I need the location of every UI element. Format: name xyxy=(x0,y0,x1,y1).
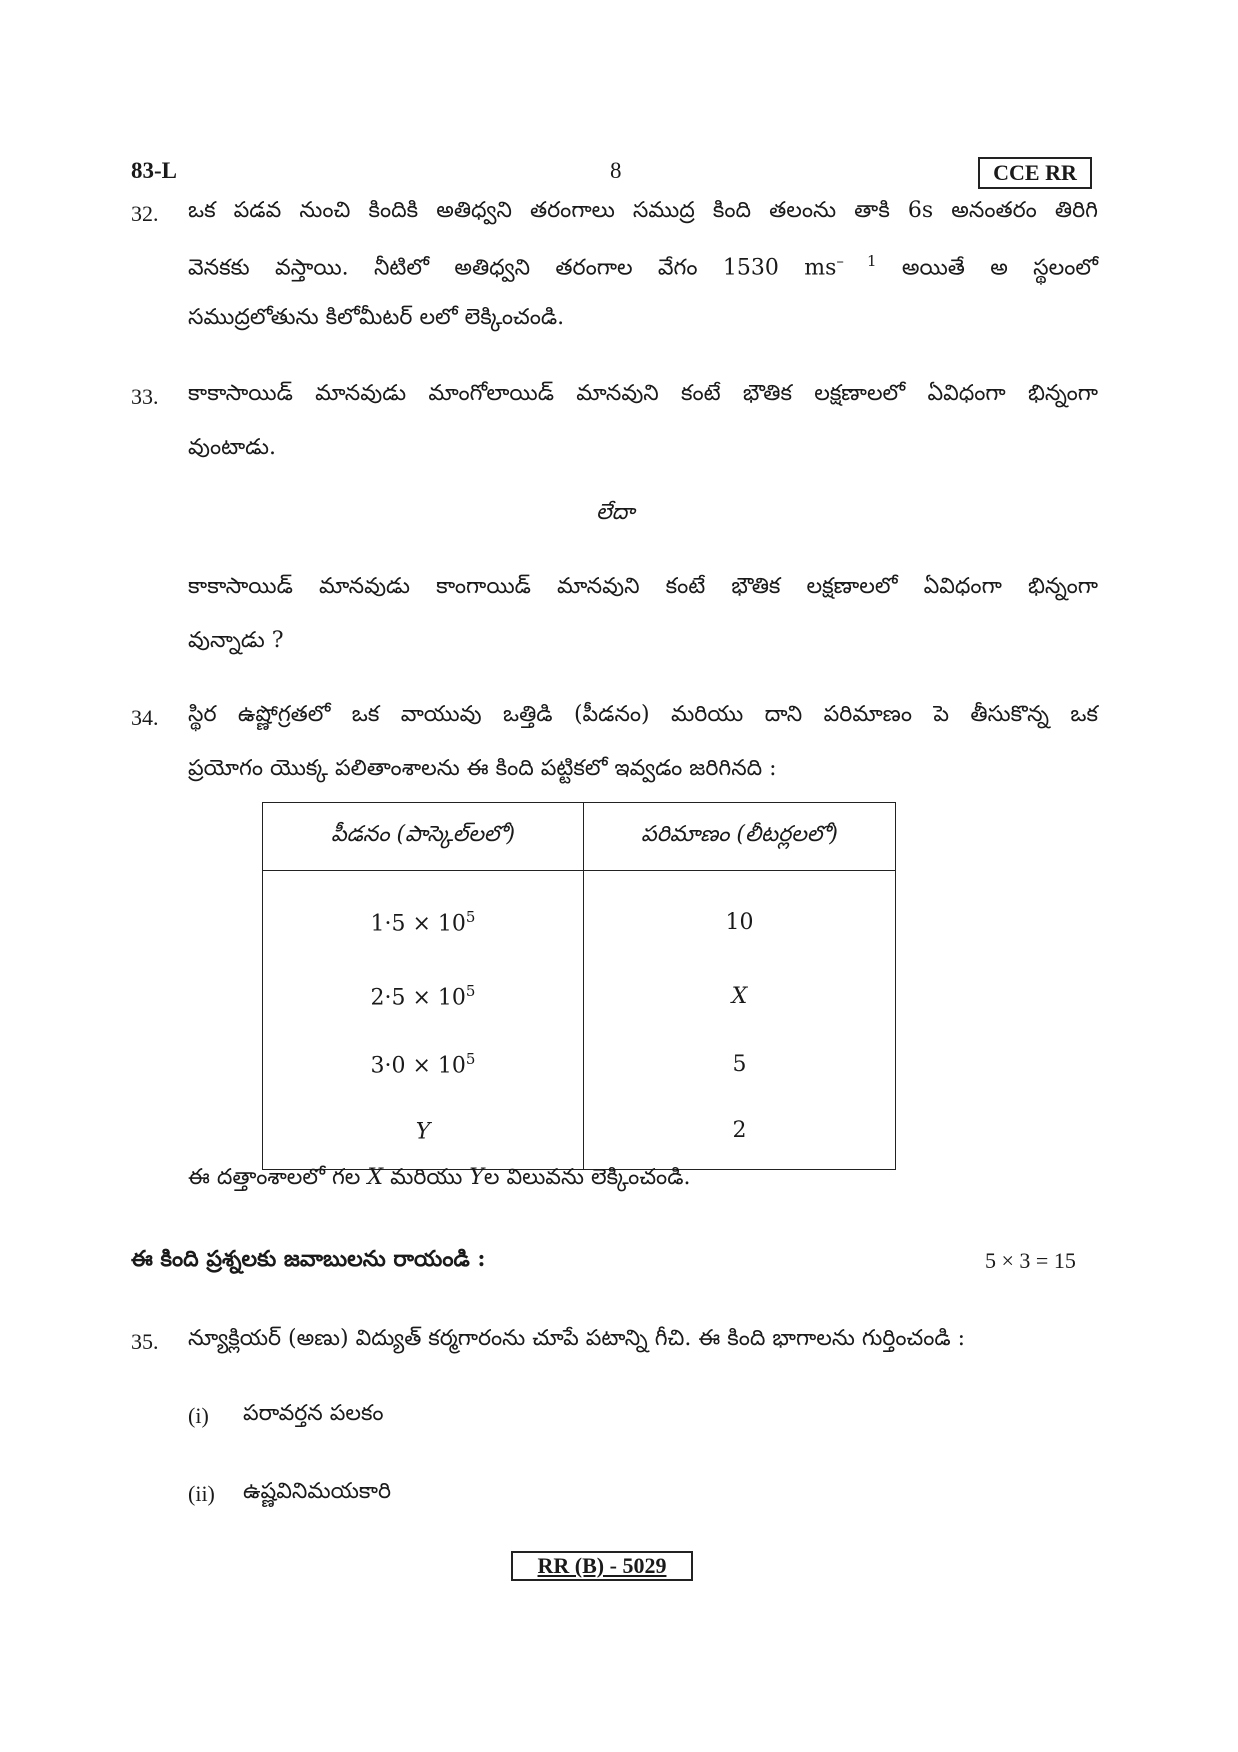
question-32-line-1: ఒక పడవ నుంచి కిందికి అతిధ్వని తరంగాలు సముద్ర కింది తలంను తాకి 6s అనంతరం తిరిగి xyxy=(188,198,1098,223)
or-separator: లేదా xyxy=(596,500,635,525)
pressure-cell: $1\cdot 5 \times 10^5$ xyxy=(263,871,584,963)
footer-code-box: RR (B) - 5029 xyxy=(511,1551,693,1581)
question-35-number: 35. xyxy=(131,1329,159,1354)
question-33-line-1: కాకాసాయిడ్ మానవుడు మాంగోలాయిడ్ మానవుని కంటే భౌతిక లక్షణాలలో ఏవిధంగా భిన్నంగా xyxy=(188,381,1098,406)
volume-column-header: పరిమాణం (లీటర్లలలో) xyxy=(584,803,896,871)
question-33-alt-line-2: వున్నాడు ? xyxy=(188,628,284,653)
paper-code: 83-L xyxy=(131,158,177,183)
question-33-line-2: వుంటాడు. xyxy=(188,435,277,460)
item-text: ఉష్ణవినిమయకారి xyxy=(243,1479,392,1504)
table-row xyxy=(263,871,896,963)
pressure-cell: $2\cdot 5 \times 10^5$ xyxy=(263,962,584,1030)
item-label: (i) xyxy=(188,1403,209,1428)
question-34-instruction: ఈ దత్తాంశాలలో గల X మరియు Yల విలువను లెక్కించండి. xyxy=(188,1165,691,1190)
table-row xyxy=(263,962,896,1030)
question-35-line-1: న్యూక్లియర్ (అణు) విద్యుత్ కర్మగారంను చూపే పటాన్ని గీచి. ఈ కింది భాగాలను గుర్తించండి : xyxy=(188,1326,966,1351)
pressure-cell: Y xyxy=(263,1098,584,1170)
volume-cell: 10 xyxy=(584,871,896,963)
pressure-cell: $3\cdot 0 \times 10^5$ xyxy=(263,1030,584,1098)
table-row xyxy=(263,1030,896,1098)
table-row xyxy=(263,1098,896,1170)
page-number: 8 xyxy=(610,158,622,183)
volume-cell: X xyxy=(584,962,896,1030)
pressure-volume-table xyxy=(262,802,896,1170)
pressure-column-header: పీడనం (పాస్కెల్‌లలో) xyxy=(263,803,584,871)
question-32-line-2-text: వెనకకు వస్తాయి. నీటిలో అతిధ్వని తరంగాల వేగం 1530 ms xyxy=(188,255,837,281)
question-32-line-3: సముద్రలోతును కిలోమీటర్ లలో లెక్కించండి. xyxy=(188,305,565,330)
unit-exponent: – 1 xyxy=(836,252,877,270)
question-34-number: 34. xyxy=(131,705,159,730)
table-header-row xyxy=(263,803,896,871)
question-34-line-2: ప్రయోగం యొక్క పలితాంశాలను ఈ కింది పట్టికలో ఇవ్వడం జరిగినది : xyxy=(188,756,777,781)
question-33-alt-line-1: కాకాసాయిడ్ మానవుడు కాంగాయిడ్ మానవుని కంటే భౌతిక లక్షణాలలో ఏవిధంగా భిన్నంగా xyxy=(188,574,1098,599)
item-text: పరావర్తన పలకం xyxy=(243,1401,384,1426)
question-32-number: 32. xyxy=(131,201,159,226)
section-instruction: ఈ కింది ప్రశ్నలకు జవాబులను రాయండి : xyxy=(131,1246,486,1272)
question-32-line-2 xyxy=(188,252,1098,285)
question-34-line-1: స్థిర ఉష్ణోగ్రతలో ఒక వాయువు ఒత్తిడి (పీడనం) మరియు దాని పరిమాణం పె తీసుకొన్న ఒక xyxy=(188,702,1098,727)
volume-cell: 2 xyxy=(584,1098,896,1170)
question-32-line-2-end: అయితే అ స్థలంలో xyxy=(901,255,1099,281)
question-33-number: 33. xyxy=(131,384,159,409)
item-label: (ii) xyxy=(188,1481,215,1506)
volume-cell: 5 xyxy=(584,1030,896,1098)
section-marks: 5 × 3 = 15 xyxy=(985,1248,1076,1273)
paper-series-box: CCE RR xyxy=(978,157,1092,189)
